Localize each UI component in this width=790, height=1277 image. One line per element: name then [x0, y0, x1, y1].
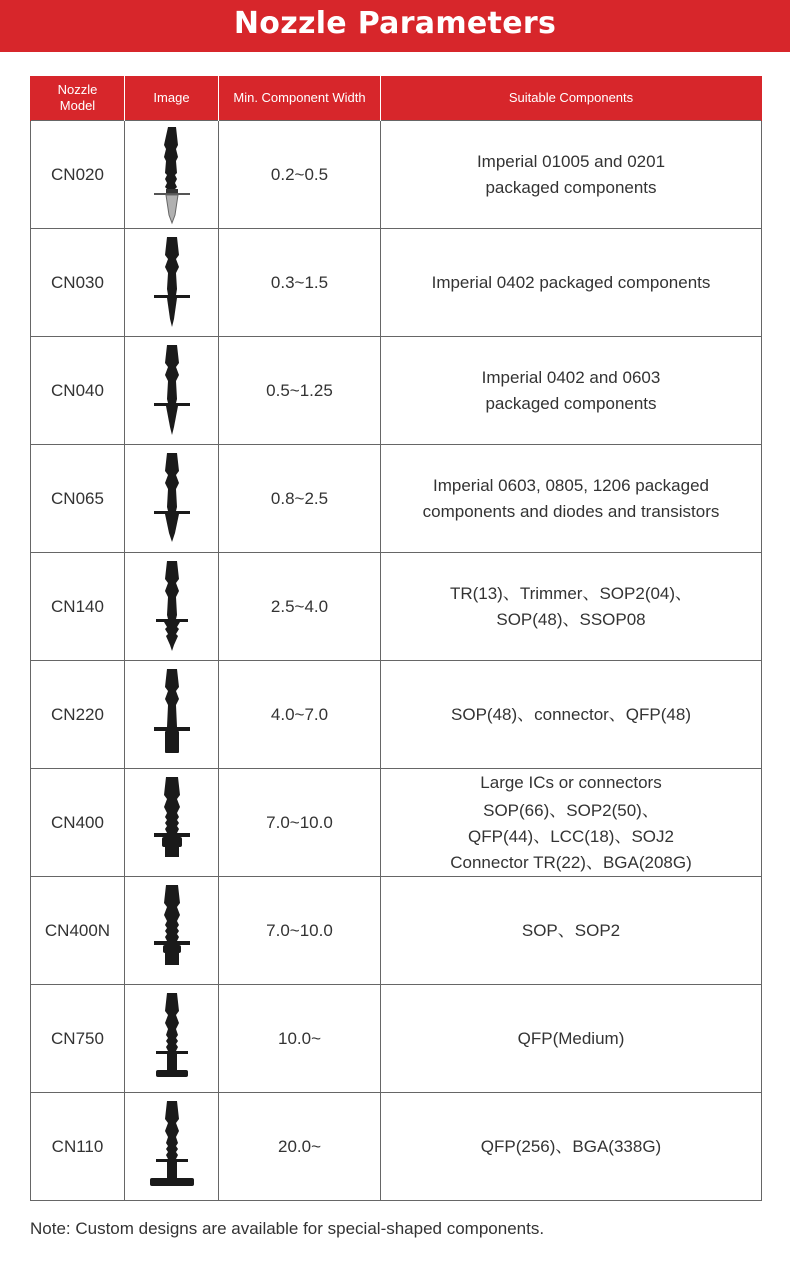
model-label: CN110	[51, 1136, 104, 1156]
min-width-cell	[219, 445, 381, 553]
model-label: CN040	[51, 380, 104, 400]
image-cell	[125, 985, 219, 1093]
min-width-value: 0.2~0.5	[270, 164, 329, 184]
nozzle-cn400-icon	[152, 773, 192, 873]
table-row	[31, 445, 762, 553]
image-cell	[125, 661, 219, 769]
components-line: QFP(256)、BGA(338G)	[480, 1136, 662, 1156]
components-lead: Large ICs or connectors	[480, 772, 662, 792]
model-cell	[31, 445, 125, 553]
components-line: SOP(66)、SOP2(50)、	[483, 800, 659, 820]
components-cell	[381, 769, 762, 877]
components-line: SOP、SOP2	[521, 920, 621, 940]
components-line: Imperial 0603, 0805, 1206 packaged	[433, 475, 709, 495]
min-width-value: 0.8~2.5	[270, 488, 329, 508]
header-min-width	[219, 76, 381, 121]
table-row	[31, 337, 762, 445]
min-width-cell	[219, 229, 381, 337]
components-cell	[381, 877, 762, 985]
model-cell	[31, 553, 125, 661]
min-width-value: 7.0~10.0	[266, 812, 333, 832]
table-row	[31, 877, 762, 985]
nozzle-cn110-icon	[148, 1097, 196, 1197]
components-line: components and diodes and transistors	[422, 501, 720, 521]
table-row	[31, 1093, 762, 1201]
components-cell	[381, 661, 762, 769]
model-label: CN020	[51, 164, 104, 184]
model-label: CN220	[51, 704, 104, 724]
model-cell	[31, 661, 125, 769]
table-row	[31, 985, 762, 1093]
min-width-cell	[219, 661, 381, 769]
header-label: Nozzle Model	[57, 82, 98, 113]
components-line: Imperial 01005 and 0201	[476, 151, 666, 171]
min-width-value: 20.0~	[277, 1136, 321, 1156]
min-width-cell	[219, 985, 381, 1093]
nozzle-cn400n-icon	[152, 881, 192, 981]
page-title: Nozzle Parameters	[0, 0, 790, 52]
model-cell	[31, 985, 125, 1093]
header-label: Image	[153, 90, 190, 105]
header-nozzle-model	[31, 76, 125, 121]
model-cell	[31, 229, 125, 337]
image-cell	[125, 445, 219, 553]
image-cell	[125, 553, 219, 661]
footnote: Note: Custom designs are available for special-shaped components.	[30, 1219, 545, 1238]
min-width-cell	[219, 769, 381, 877]
components-cell	[381, 1093, 762, 1201]
model-label: CN400N	[44, 920, 111, 940]
nozzle-cn040-icon	[152, 341, 192, 441]
min-width-value: 4.0~7.0	[270, 704, 329, 724]
min-width-value: 2.5~4.0	[270, 596, 329, 616]
components-cell	[381, 337, 762, 445]
header-image	[125, 76, 219, 121]
min-width-cell	[219, 1093, 381, 1201]
components-line: QFP(Medium)	[517, 1028, 625, 1048]
nozzle-cn140-icon	[152, 557, 192, 657]
min-width-value: 0.3~1.5	[270, 272, 329, 292]
model-label: CN400	[51, 812, 104, 832]
image-cell	[125, 877, 219, 985]
min-width-cell	[219, 121, 381, 229]
components-cell	[381, 985, 762, 1093]
model-cell	[31, 121, 125, 229]
components-line: SOP(48)、connector、QFP(48)	[451, 704, 691, 724]
header-label: Suitable Components	[508, 90, 634, 105]
model-label: CN065	[51, 488, 104, 508]
model-cell	[31, 337, 125, 445]
nozzle-cn020-icon	[152, 123, 192, 227]
components-line: Imperial 0402 packaged components	[431, 272, 711, 292]
min-width-cell	[219, 337, 381, 445]
model-label: CN140	[51, 596, 104, 616]
components-cell	[381, 445, 762, 553]
table-row	[31, 553, 762, 661]
image-cell	[125, 121, 219, 229]
image-cell	[125, 1093, 219, 1201]
nozzle-cn220-icon	[152, 665, 192, 765]
table-header-row	[31, 76, 762, 121]
model-label: CN030	[51, 272, 104, 292]
header-suitable-components	[381, 76, 762, 121]
components-line: Connector TR(22)、BGA(208G)	[450, 852, 692, 872]
table-row	[31, 769, 762, 877]
model-cell	[31, 1093, 125, 1201]
components-line: packaged components	[485, 393, 657, 413]
min-width-value: 10.0~	[277, 1028, 321, 1048]
components-line: QFP(44)、LCC(18)、SOJ2	[468, 826, 674, 846]
image-cell	[125, 229, 219, 337]
header-label: Min. Component Width	[233, 90, 366, 105]
nozzle-cn030-icon	[152, 233, 192, 333]
min-width-value: 0.5~1.25	[266, 380, 333, 400]
min-width-cell	[219, 877, 381, 985]
table-row	[31, 661, 762, 769]
components-cell	[381, 229, 762, 337]
components-line: packaged components	[485, 177, 657, 197]
min-width-value: 7.0~10.0	[266, 920, 333, 940]
nozzle-parameters-table	[30, 76, 762, 1201]
components-line: SOP(48)、SSOP08	[496, 609, 646, 629]
nozzle-cn750-icon	[152, 989, 192, 1089]
model-label: CN750	[51, 1028, 104, 1048]
components-line: Imperial 0402 and 0603	[481, 367, 661, 387]
image-cell	[125, 769, 219, 877]
min-width-cell	[219, 553, 381, 661]
nozzle-cn065-icon	[152, 449, 192, 549]
model-cell	[31, 877, 125, 985]
table-row	[31, 121, 762, 229]
image-cell	[125, 337, 219, 445]
model-cell	[31, 769, 125, 877]
table-row	[31, 229, 762, 337]
components-cell	[381, 121, 762, 229]
components-line: TR(13)、Trimmer、SOP2(04)、	[449, 583, 693, 603]
components-cell	[381, 553, 762, 661]
